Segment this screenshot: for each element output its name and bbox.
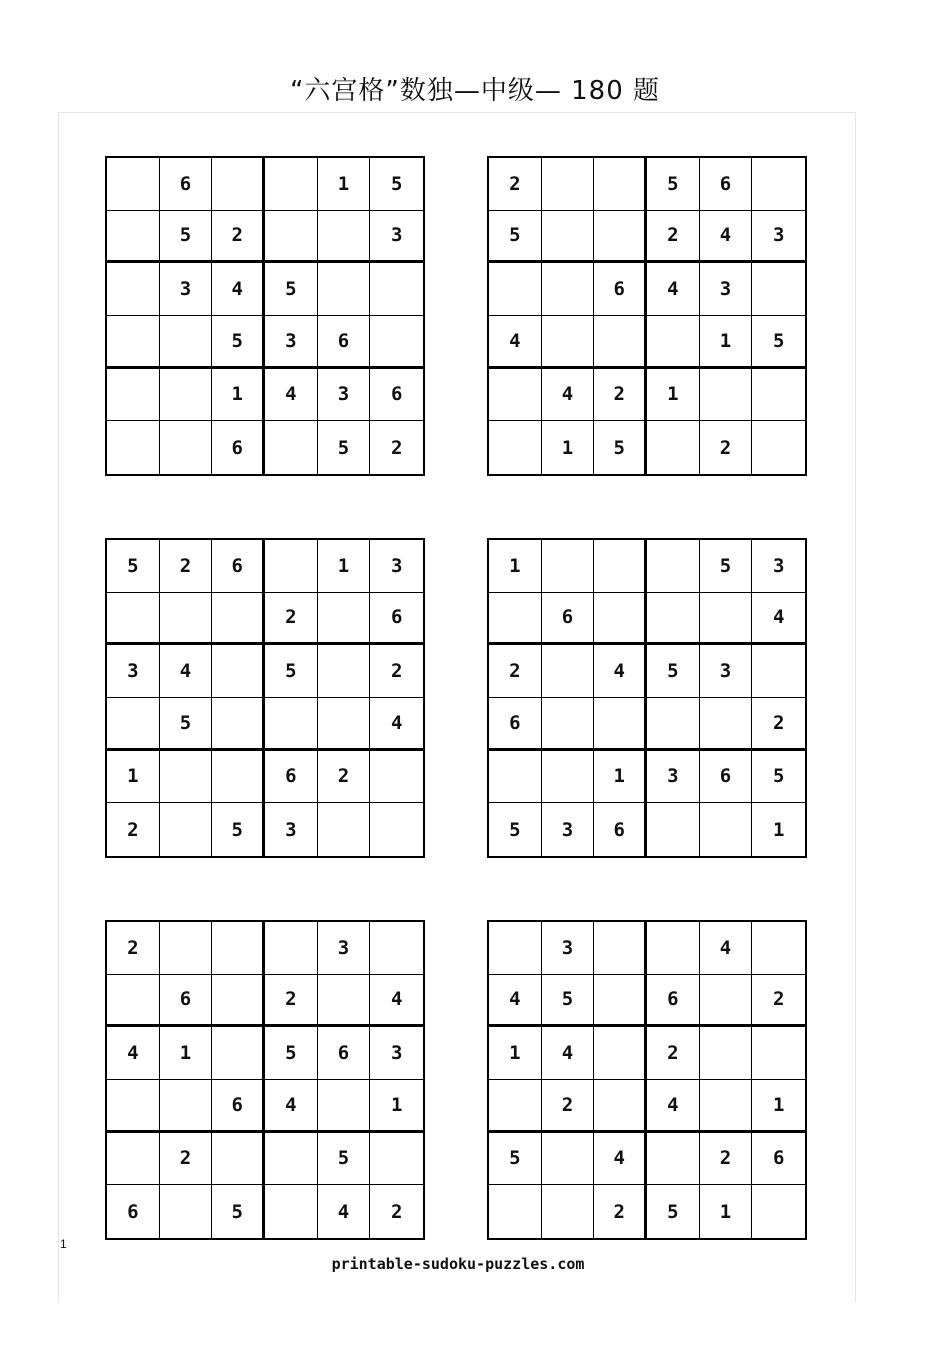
sudoku-cell (542, 211, 595, 264)
sudoku-cell (370, 263, 423, 316)
sudoku-cell (647, 540, 700, 593)
sudoku-cell (370, 316, 423, 369)
sudoku-cell: 3 (647, 751, 700, 804)
sudoku-cell (647, 593, 700, 646)
sudoku-cell (700, 975, 753, 1028)
sudoku-cell: 2 (594, 369, 647, 422)
sudoku-cell: 5 (489, 1133, 542, 1186)
sudoku-cell: 6 (160, 975, 213, 1028)
sudoku-cell: 4 (647, 263, 700, 316)
sudoku-cell (542, 698, 595, 751)
sudoku-cell (542, 645, 595, 698)
sudoku-cell: 4 (542, 1027, 595, 1080)
sudoku-cell (318, 593, 371, 646)
sudoku-cell (542, 263, 595, 316)
sudoku-cell (647, 316, 700, 369)
sudoku-cell (700, 698, 753, 751)
sudoku-cell: 2 (752, 975, 805, 1028)
sudoku-cell (647, 698, 700, 751)
sudoku-cell: 5 (489, 211, 542, 264)
sudoku-cell (318, 211, 371, 264)
sudoku-cell: 6 (647, 975, 700, 1028)
sudoku-cell (489, 369, 542, 422)
sudoku-cell: 2 (542, 1080, 595, 1133)
sudoku-puzzle-4 (487, 538, 807, 858)
sudoku-cell (594, 211, 647, 264)
sudoku-cell (107, 1080, 160, 1133)
page-title: “六宫格”数独—中级— 180 题 (289, 76, 661, 106)
sudoku-cell: 6 (160, 158, 213, 211)
sudoku-cell (542, 1185, 595, 1238)
sudoku-cell: 4 (318, 1185, 371, 1238)
sudoku-cell: 2 (212, 211, 265, 264)
sudoku-cell (107, 698, 160, 751)
sudoku-cell: 1 (318, 158, 371, 211)
sudoku-cell: 2 (160, 1133, 213, 1186)
sudoku-cell: 4 (370, 975, 423, 1028)
sudoku-cell (107, 1133, 160, 1186)
sudoku-cell: 5 (265, 645, 318, 698)
sudoku-cell (107, 211, 160, 264)
sudoku-cell: 5 (752, 751, 805, 804)
sudoku-cell (594, 158, 647, 211)
sudoku-cell (752, 1185, 805, 1238)
sudoku-cell: 2 (107, 803, 160, 856)
sudoku-cell (700, 1080, 753, 1133)
sudoku-cell (594, 540, 647, 593)
sudoku-cell: 4 (647, 1080, 700, 1133)
sudoku-cell (752, 645, 805, 698)
sudoku-cell: 1 (160, 1027, 213, 1080)
sudoku-cell (265, 1133, 318, 1186)
sudoku-cell: 6 (318, 1027, 371, 1080)
sudoku-cell (542, 751, 595, 804)
sudoku-cell (265, 922, 318, 975)
sudoku-cell (265, 540, 318, 593)
sudoku-cell (318, 803, 371, 856)
sudoku-cell: 1 (107, 751, 160, 804)
sudoku-cell: 6 (212, 1080, 265, 1133)
sudoku-cell: 2 (370, 645, 423, 698)
sudoku-cell: 3 (160, 263, 213, 316)
sudoku-cell (160, 593, 213, 646)
sudoku-cell: 6 (212, 421, 265, 474)
sudoku-cell (265, 158, 318, 211)
footer-url: printable-sudoku-puzzles.com (331, 1255, 585, 1273)
sudoku-cell (212, 751, 265, 804)
sudoku-cell (107, 263, 160, 316)
sudoku-cell: 6 (370, 593, 423, 646)
sudoku-cell (542, 316, 595, 369)
sudoku-cell: 6 (370, 369, 423, 422)
sudoku-cell: 2 (107, 922, 160, 975)
sudoku-cell (107, 158, 160, 211)
sudoku-cell: 6 (700, 158, 753, 211)
sudoku-cell (489, 1185, 542, 1238)
sudoku-puzzle-1 (105, 156, 425, 476)
sudoku-cell: 5 (700, 540, 753, 593)
sudoku-cell (107, 975, 160, 1028)
sudoku-cell: 5 (318, 1133, 371, 1186)
sudoku-cell (542, 540, 595, 593)
sudoku-cell (752, 421, 805, 474)
sudoku-cell: 3 (318, 369, 371, 422)
sudoku-cell: 3 (752, 540, 805, 593)
page-border-top (58, 112, 855, 113)
page-border-left (58, 112, 59, 1302)
sudoku-cell (647, 1133, 700, 1186)
sudoku-cell: 5 (265, 263, 318, 316)
sudoku-cell (318, 263, 371, 316)
sudoku-cell: 1 (594, 751, 647, 804)
sudoku-cell: 5 (752, 316, 805, 369)
sudoku-cell (489, 593, 542, 646)
sudoku-cell: 2 (160, 540, 213, 593)
sudoku-cell (647, 421, 700, 474)
sudoku-cell: 2 (594, 1185, 647, 1238)
sudoku-cell (542, 1133, 595, 1186)
sudoku-cell: 5 (212, 803, 265, 856)
sudoku-cell: 4 (160, 645, 213, 698)
sudoku-cell: 2 (647, 211, 700, 264)
sudoku-cell: 6 (542, 593, 595, 646)
sudoku-cell (752, 369, 805, 422)
sudoku-cell (594, 316, 647, 369)
sudoku-cell (212, 158, 265, 211)
sudoku-cell (160, 1185, 213, 1238)
sudoku-cell (752, 922, 805, 975)
sudoku-cell: 5 (160, 211, 213, 264)
sudoku-cell: 1 (489, 1027, 542, 1080)
sudoku-cell: 5 (212, 1185, 265, 1238)
sudoku-cell: 5 (647, 1185, 700, 1238)
sudoku-cell (212, 975, 265, 1028)
sudoku-cell (647, 803, 700, 856)
sudoku-cell: 5 (212, 316, 265, 369)
sudoku-cell: 1 (752, 1080, 805, 1133)
sudoku-cell: 1 (212, 369, 265, 422)
sudoku-cell: 1 (542, 421, 595, 474)
sudoku-cell: 6 (489, 698, 542, 751)
sudoku-cell: 3 (752, 211, 805, 264)
sudoku-cell: 2 (390, 436, 403, 459)
sudoku-cell: 3 (370, 211, 423, 264)
sudoku-puzzle-3 (105, 538, 425, 858)
sudoku-cell: 3 (542, 922, 595, 975)
sudoku-cell: 2 (752, 698, 805, 751)
sudoku-cell: 5 (647, 158, 700, 211)
sudoku-cell: 3 (700, 263, 753, 316)
sudoku-cell (489, 1080, 542, 1133)
sudoku-cell (318, 645, 371, 698)
sudoku-cell (212, 1133, 265, 1186)
sudoku-cell (318, 975, 371, 1028)
sudoku-cell (370, 922, 423, 975)
sudoku-cell (212, 922, 265, 975)
sudoku-cell: 3 (700, 645, 753, 698)
sudoku-cell (370, 803, 423, 856)
sudoku-cell: 1 (489, 540, 542, 593)
sudoku-cell (594, 922, 647, 975)
sudoku-cell: 4 (594, 645, 647, 698)
sudoku-cell: 5 (265, 1027, 318, 1080)
sudoku-cell (265, 698, 318, 751)
sudoku-cell: 2 (489, 158, 542, 211)
sudoku-cell (160, 922, 213, 975)
sudoku-cell (212, 1027, 265, 1080)
sudoku-puzzle-5 (105, 920, 425, 1240)
sudoku-cell: 2 (265, 593, 318, 646)
sudoku-cell (160, 316, 213, 369)
sudoku-cell: 4 (752, 593, 805, 646)
sudoku-cell (160, 1080, 213, 1133)
sudoku-cell: 4 (700, 922, 753, 975)
sudoku-cell (752, 1027, 805, 1080)
sudoku-cell: 3 (370, 1027, 423, 1080)
sudoku-cell (160, 421, 213, 474)
page-border-right (855, 112, 856, 1302)
sudoku-cell: 4 (265, 369, 318, 422)
sudoku-cell: 3 (318, 922, 371, 975)
sudoku-cell (107, 316, 160, 369)
sudoku-cell: 4 (489, 316, 542, 369)
sudoku-cell: 2 (390, 1200, 403, 1223)
sudoku-cell (160, 751, 213, 804)
sudoku-cell: 3 (265, 803, 318, 856)
sudoku-cell: 1 (647, 369, 700, 422)
sudoku-cell (542, 158, 595, 211)
sudoku-cell: 6 (265, 751, 318, 804)
sudoku-cell (647, 922, 700, 975)
sudoku-cell (212, 593, 265, 646)
sudoku-cell (594, 698, 647, 751)
sudoku-cell: 2 (318, 751, 371, 804)
sudoku-cell: 6 (107, 1185, 160, 1238)
sudoku-cell: 1 (700, 316, 753, 369)
sudoku-cell (107, 593, 160, 646)
page-number: 1 (60, 1237, 67, 1251)
sudoku-cell: 3 (542, 803, 595, 856)
sudoku-cell (107, 421, 160, 474)
sudoku-cell: 1 (700, 1185, 753, 1238)
sudoku-cell: 2 (647, 1027, 700, 1080)
sudoku-cell: 5 (647, 645, 700, 698)
sudoku-cell (318, 698, 371, 751)
sudoku-cell (370, 1133, 423, 1186)
sudoku-cell: 3 (107, 645, 160, 698)
sudoku-cell: 6 (700, 751, 753, 804)
sudoku-cell (700, 593, 753, 646)
sudoku-cell: 1 (370, 1080, 423, 1133)
sudoku-cell: 5 (489, 803, 542, 856)
sudoku-cell: 4 (370, 698, 423, 751)
sudoku-cell (370, 751, 423, 804)
sudoku-cell: 6 (318, 316, 371, 369)
sudoku-cell (318, 1080, 371, 1133)
sudoku-cell: 3 (370, 540, 423, 593)
sudoku-cell: 2 (265, 975, 318, 1028)
sudoku-cell (489, 751, 542, 804)
sudoku-cell (489, 421, 542, 474)
sudoku-cell: 5 (594, 421, 647, 474)
sudoku-puzzle-2 (487, 156, 807, 476)
sudoku-cell (212, 698, 265, 751)
sudoku-cell: 6 (594, 803, 647, 856)
sudoku-cell: 2 (700, 421, 753, 474)
sudoku-cell (265, 1185, 318, 1238)
sudoku-cell (212, 645, 265, 698)
sudoku-cell (594, 1027, 647, 1080)
sudoku-cell: 4 (212, 263, 265, 316)
sudoku-cell (489, 263, 542, 316)
sudoku-cell (700, 803, 753, 856)
sudoku-cell (265, 421, 318, 474)
sudoku-cell: 4 (107, 1027, 160, 1080)
sudoku-cell (700, 1027, 753, 1080)
sudoku-cell: 4 (489, 975, 542, 1028)
sudoku-cell: 5 (542, 975, 595, 1028)
sudoku-cell: 3 (265, 316, 318, 369)
sudoku-cell: 2 (700, 1133, 753, 1186)
sudoku-cell: 5 (107, 540, 160, 593)
sudoku-puzzle-6 (487, 920, 807, 1240)
sudoku-cell: 4 (265, 1080, 318, 1133)
sudoku-cell: 6 (594, 263, 647, 316)
sudoku-cell (752, 158, 805, 211)
sudoku-cell (594, 1080, 647, 1133)
sudoku-cell: 6 (212, 540, 265, 593)
sudoku-cell (160, 369, 213, 422)
sudoku-cell (594, 975, 647, 1028)
sudoku-cell (160, 803, 213, 856)
sudoku-cell: 1 (318, 540, 371, 593)
sudoku-cell: 4 (542, 369, 595, 422)
sudoku-cell (265, 211, 318, 264)
sudoku-cell: 4 (700, 211, 753, 264)
sudoku-cell (489, 922, 542, 975)
sudoku-cell (752, 263, 805, 316)
sudoku-cell (107, 369, 160, 422)
sudoku-cell: 2 (489, 645, 542, 698)
sudoku-cell: 1 (772, 818, 785, 841)
sudoku-cell: 5 (370, 158, 423, 211)
sudoku-cell: 5 (318, 421, 371, 474)
sudoku-cell: 6 (752, 1133, 805, 1186)
sudoku-cell: 5 (160, 698, 213, 751)
sudoku-cell: 4 (594, 1133, 647, 1186)
sudoku-cell (700, 369, 753, 422)
sudoku-cell (594, 593, 647, 646)
